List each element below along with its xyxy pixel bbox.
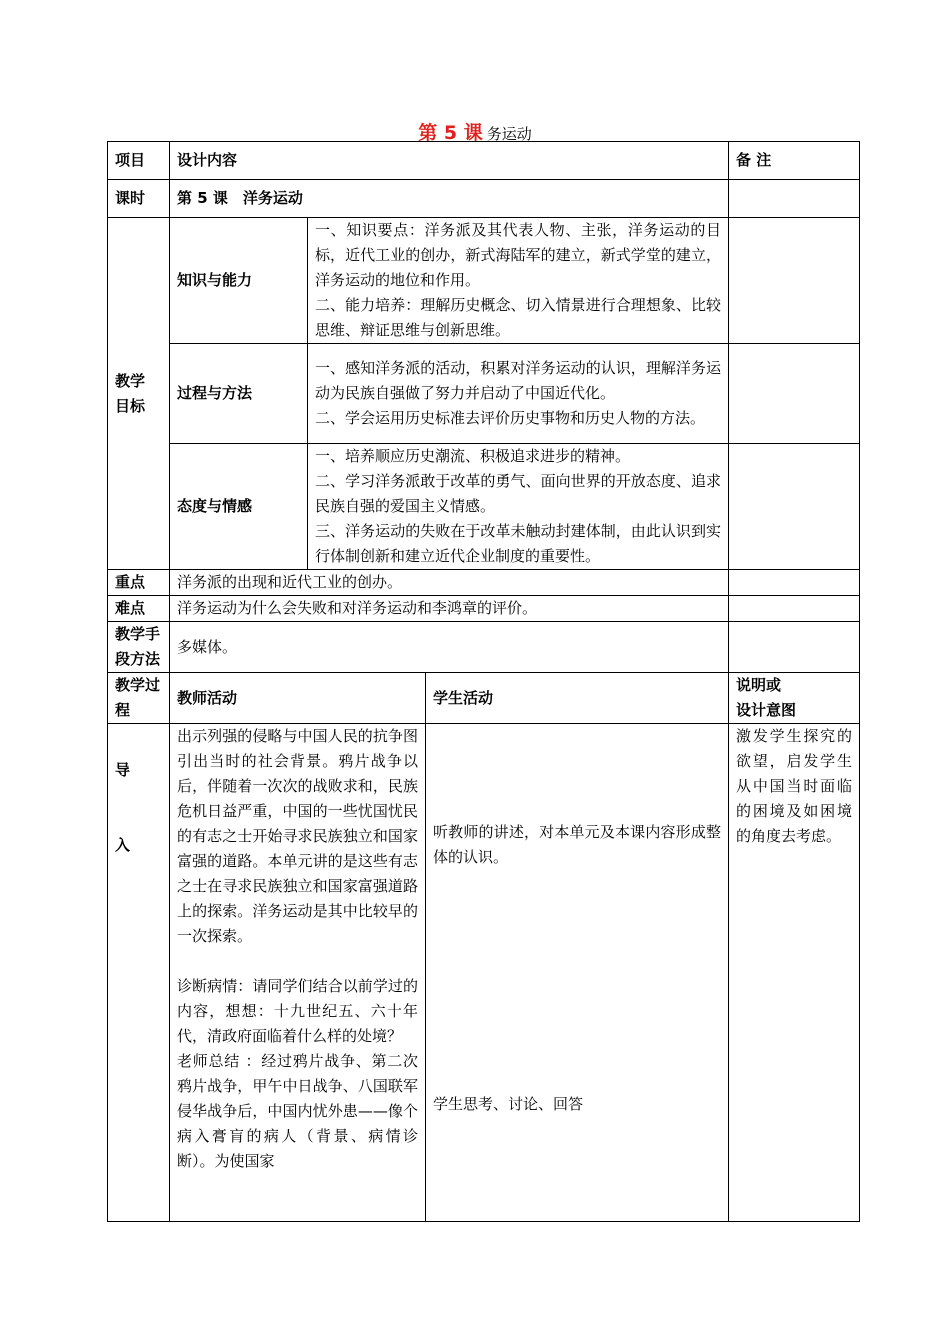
goal-knowledge-note	[729, 218, 860, 344]
key-point-text: 洋务派的出现和近代工业的创办。	[170, 570, 729, 596]
process-header-teacher: 教师活动	[170, 673, 426, 724]
process-header-explain: 说明或 设计意图	[729, 673, 860, 724]
intro-teacher	[170, 724, 426, 1222]
header-item: 项目	[108, 142, 170, 180]
intro-teacher-p2: 诊断病情：请同学们结合以前学过的内容，想想：十九世纪五、六十年代，清政府面临着什么样的处境？	[177, 977, 418, 1045]
goal-knowledge-text: 一、知识要点：洋务派及其代表人物、主张，洋务运动的目标，近代工业的创办，新式海陆军的建立，新式学堂的建立，洋务运动的地位和作用。 二、能力培养：理解历史概念、切入情景进行合理想象、比较思维、辩证思维与创新思维。	[308, 218, 729, 344]
goal-attitude-label: 态度与情感	[170, 444, 308, 570]
key-point-label: 重点	[108, 570, 170, 596]
goal-process-label: 过程与方法	[170, 344, 308, 444]
lesson-row-label: 课时	[108, 180, 170, 218]
intro-student-1: 听教师的讲述，对本单元及本课内容形成整体的认识。	[433, 823, 722, 866]
key-point-note	[729, 570, 860, 596]
means-note	[729, 622, 860, 673]
difficulty-label: 难点	[108, 596, 170, 622]
goal-process-note	[729, 344, 860, 444]
difficulty-note	[729, 596, 860, 622]
intro-label	[108, 724, 170, 1222]
intro-label-1: 导	[115, 761, 131, 779]
intro-student-2: 学生思考、讨论、回答	[433, 1095, 584, 1113]
process-header-student: 学生活动	[426, 673, 729, 724]
process-header-label: 教学过程	[108, 673, 170, 724]
lesson-plan-table	[107, 141, 860, 1222]
intro-explain: 激发学生探究的欲望，启发学生从中国当时面临的困境及如困境的角度去考虑。	[729, 724, 860, 1222]
means-label: 教学手段方法	[108, 622, 170, 673]
intro-student	[426, 724, 729, 1222]
goals-label: 教学 目标	[108, 218, 170, 570]
goal-knowledge-label: 知识与能力	[170, 218, 308, 344]
intro-teacher-p1: 出示列强的侵略与中国人民的抗争图引出当时的社会背景。鸦片战争以后，伴随着一次次的战败求和，民族危机日益严重，中国的一些忧国忧民的有志之士开始寻求民族独立和国家富强的道路。本单元讲的是这些有志之士在寻求民族独立和国家富强道路上的探索。洋务运动是其中比较早的一次探索。	[177, 727, 418, 945]
goal-attitude-note	[729, 444, 860, 570]
means-text: 多媒体。	[170, 622, 729, 673]
difficulty-text: 洋务运动为什么会失败和对洋务运动和李鸿章的评价。	[170, 596, 729, 622]
intro-teacher-p3: 老师总结 ：经过鸦片战争、第二次鸦片战争，甲午中日战争、八国联军侵华战争后，中国内忧外患——像个病入膏肓的病人（背景、病情诊断）。为使国家	[177, 1052, 418, 1170]
lesson-number: 第 5 课	[418, 122, 483, 144]
lesson-row-value: 第 5 课 洋务运动	[170, 180, 729, 218]
header-note: 备 注	[729, 142, 860, 180]
header-design: 设计内容	[170, 142, 729, 180]
lesson-row-note	[729, 180, 860, 218]
goal-process-text: 一、感知洋务派的活动，积累对洋务运动的认识，理解洋务运动为民族自强做了努力并启动了中国近代化。 二、学会运用历史标准去评价历史事物和历史人物的方法。	[308, 344, 729, 444]
lesson-name: 务运动	[486, 125, 532, 143]
intro-label-2: 入	[115, 836, 131, 854]
goal-attitude-text: 一、培养顺应历史潮流、积极追求进步的精神。 二、学习洋务派敢于改革的勇气、面向世界的开放态度、追求民族自强的爱国主义情感。 三、洋务运动的失败在于改革未触动封建体制，由此认识到实行体制创新和建立近代企业制度的重要性。	[308, 444, 729, 570]
